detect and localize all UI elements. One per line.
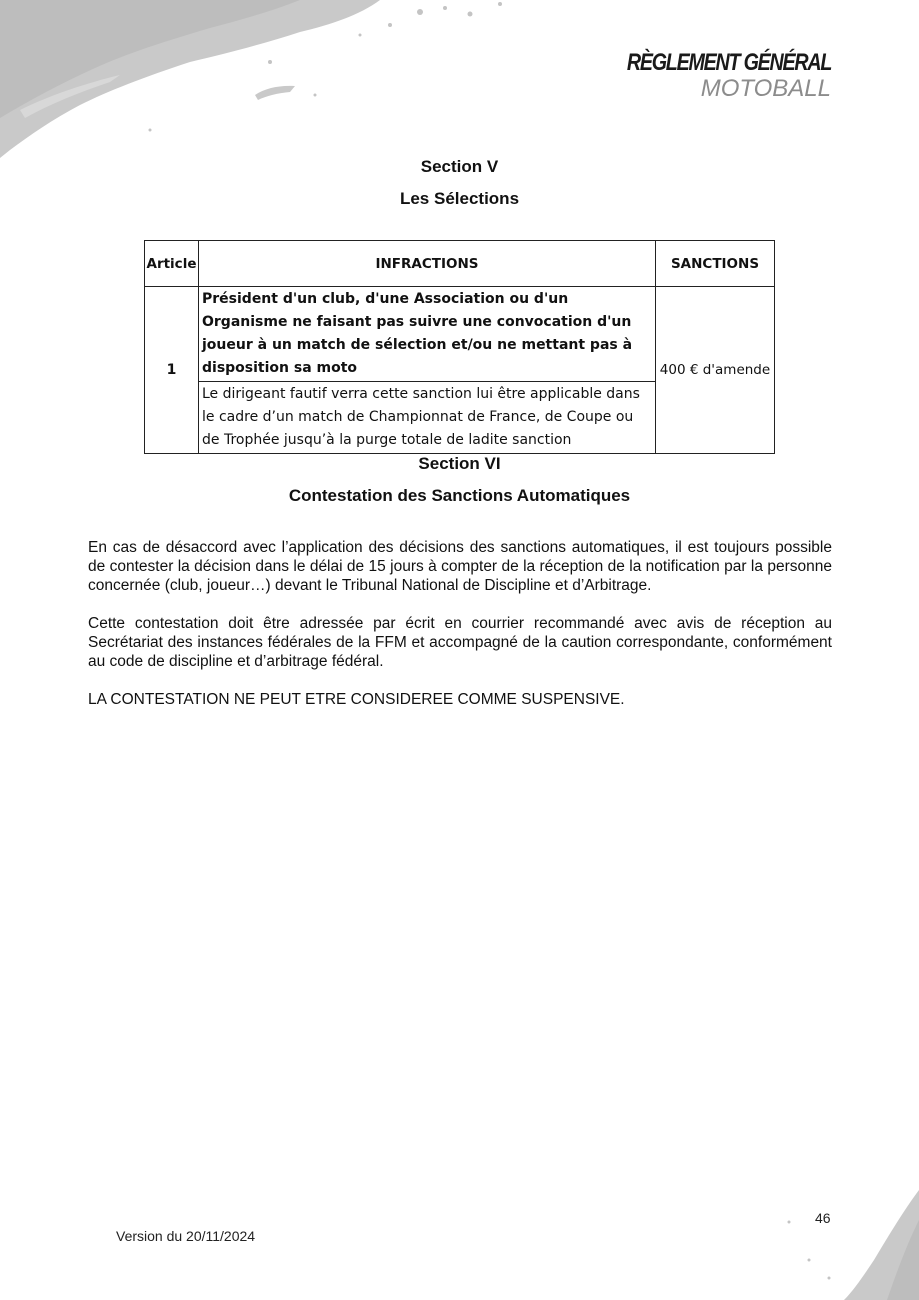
paragraph: Cette contestation doit être adressée par écrit en courrier recommandé avec avis de réception au Secrétariat des instances fédérales de la FFM et accompagné de la caution correspondante, conformément au code de discipline et d’arbitrage fédéral.	[88, 615, 832, 670]
table-row	[145, 287, 775, 382]
infraction-description: Président d'un club, d'une Association ou d'un Organisme ne faisant pas suivre une convocation d'un joueur à un match de sélection et/ou ne mettant pas à disposition sa moto	[199, 287, 656, 382]
paragraph: En cas de désaccord avec l’application des décisions des sanctions automatiques, il est toujours possible de contester la décision dans le délai de 15 jours à compter de la réception de la notification par la personne concernée (club, joueur…) devant le Tribunal National de Discipline et d’Arbitrage.	[88, 539, 832, 594]
brush-decoration-top	[0, 0, 540, 170]
sanction-amount: 400 € d'amende	[656, 287, 775, 454]
logo-subtitle: MOTOBALL	[700, 75, 831, 102]
header-logo	[582, 50, 831, 102]
header-infractions: INFRACTIONS	[199, 241, 656, 287]
header-article: Article	[145, 241, 199, 287]
logo-title: RÈGLEMENT GÉNÉRAL	[626, 49, 831, 76]
footer-version: Version du 20/11/2024	[116, 1228, 256, 1244]
section-5-subheading: Les Sélections	[399, 189, 520, 208]
infraction-detail: Le dirigeant fautif verra cette sanction lui être applicable dans le cadre d’un match de Championnat de France, de Coupe ou de Trophée jusqu’à la purge totale de ladite sanction	[199, 382, 656, 454]
header-sanctions: SANCTIONS	[656, 241, 775, 287]
section-6-subheading: Contestation des Sanctions Automatiques	[288, 486, 631, 505]
section-5-heading: Section V	[420, 157, 499, 176]
page-number: 46	[815, 1210, 831, 1226]
contestation-body	[88, 538, 832, 728]
sanctions-table	[144, 240, 775, 454]
brush-decoration-bottom	[749, 1190, 919, 1300]
table-header-row	[145, 241, 775, 287]
paragraph: LA CONTESTATION NE PEUT ETRE CONSIDEREE COMME SUSPENSIVE.	[88, 691, 625, 708]
article-number: 1	[145, 287, 199, 454]
section-6-heading: Section VI	[418, 454, 501, 473]
